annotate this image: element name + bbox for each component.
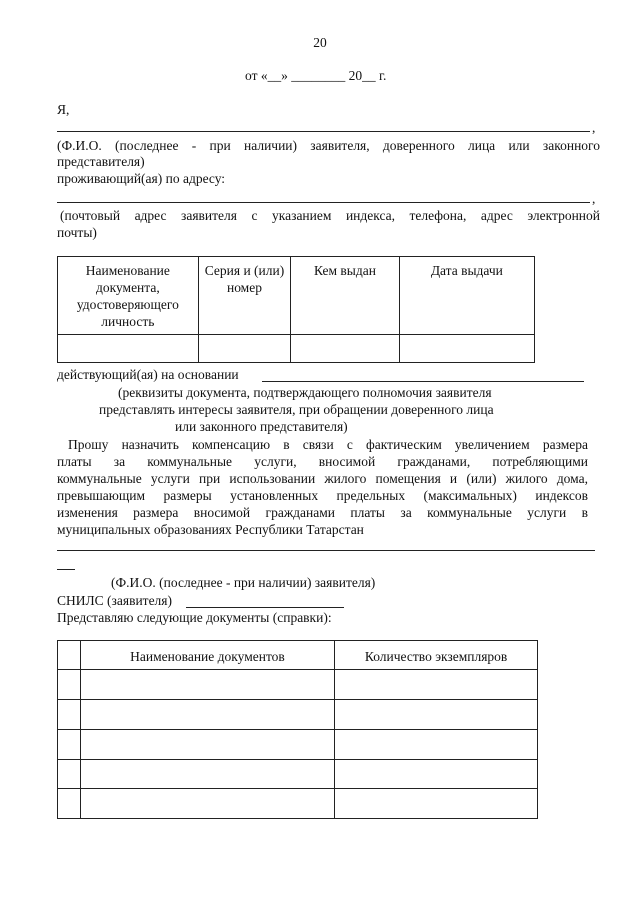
table-row bbox=[58, 789, 538, 819]
table-cell[interactable] bbox=[80, 700, 334, 730]
column-header: Наименование документа, удостоверяющего личность bbox=[58, 257, 199, 335]
request-text-line: превышающим размеры установленных предельных (максимальных) индексов bbox=[57, 488, 588, 503]
column-header: Количество экземпляров bbox=[335, 641, 538, 670]
basis-field[interactable] bbox=[262, 381, 584, 382]
address-caption: (почтовый адрес заявителя с указанием индекса, телефона, адрес электронной bbox=[60, 208, 600, 223]
documents-label: Представляю следующие документы (справки): bbox=[57, 610, 332, 625]
request-text-line: платы за коммунальные услуги, вносимой гражданами, потребляющими bbox=[57, 454, 588, 469]
column-header: Серия и (или) номер bbox=[198, 257, 291, 335]
snils-label: СНИЛС (заявителя) bbox=[57, 593, 173, 608]
address-field[interactable] bbox=[57, 202, 590, 203]
fio-field[interactable] bbox=[57, 131, 590, 132]
table-cell[interactable] bbox=[80, 760, 334, 789]
page-number: 20 bbox=[313, 35, 327, 50]
number-cell bbox=[58, 760, 81, 789]
address-caption-2: почты) bbox=[57, 225, 97, 240]
table-cell[interactable] bbox=[291, 335, 399, 363]
table-header-row bbox=[58, 257, 535, 335]
column-header: Кем выдан bbox=[291, 257, 399, 335]
number-cell bbox=[58, 789, 81, 819]
request-text-line: изменения размера вносимой гражданами платы за коммунальные услуги в bbox=[57, 505, 588, 520]
basis-caption-2: представлять интересы заявителя, при обращении доверенного лица bbox=[99, 402, 494, 417]
request-text-line: Прошу назначить компенсацию в связи с фактическим увеличением размера bbox=[68, 437, 588, 452]
applicant-caption: (Ф.И.О. (последнее - при наличии) заявителя) bbox=[111, 575, 376, 590]
snils-field[interactable] bbox=[186, 607, 344, 608]
column-header: Дата выдачи bbox=[399, 257, 534, 335]
table-row bbox=[58, 760, 538, 789]
number-cell bbox=[58, 670, 81, 700]
documents-table bbox=[57, 640, 538, 819]
table-row bbox=[58, 670, 538, 700]
number-cell bbox=[58, 641, 81, 670]
table-cell[interactable] bbox=[335, 789, 538, 819]
fio-caption-2: представителя) bbox=[57, 154, 145, 169]
basis-caption-3: или законного представителя) bbox=[175, 419, 348, 434]
table-row bbox=[58, 335, 535, 363]
intro-text: Я, bbox=[57, 102, 70, 117]
fio-caption: (Ф.И.О. (последнее - при наличии) заявителя, доверенного лица или законного bbox=[57, 138, 600, 153]
table-cell[interactable] bbox=[58, 335, 199, 363]
number-cell bbox=[58, 730, 81, 760]
applicant-fio-field[interactable] bbox=[57, 550, 595, 551]
comma: , bbox=[592, 191, 596, 206]
table-row bbox=[58, 700, 538, 730]
table-header-row bbox=[58, 641, 538, 670]
number-cell bbox=[58, 700, 81, 730]
table-cell[interactable] bbox=[198, 335, 291, 363]
comma: , bbox=[592, 120, 596, 135]
basis-label: действующий(ая) на основании bbox=[57, 367, 239, 382]
basis-caption: (реквизиты документа, подтверждающего полномочия заявителя bbox=[118, 385, 492, 400]
identity-table bbox=[57, 256, 535, 363]
request-text-line: муниципальных образованиях Республики Татарстан bbox=[57, 522, 364, 537]
address-label: проживающий(ая) по адресу: bbox=[57, 171, 226, 186]
table-cell[interactable] bbox=[335, 760, 538, 789]
column-header: Наименование документов bbox=[80, 641, 334, 670]
table-cell[interactable] bbox=[80, 730, 334, 760]
table-cell[interactable] bbox=[80, 789, 334, 819]
table-row bbox=[58, 730, 538, 760]
table-cell[interactable] bbox=[80, 670, 334, 700]
table-cell[interactable] bbox=[335, 670, 538, 700]
table-cell[interactable] bbox=[335, 730, 538, 760]
table-cell[interactable] bbox=[399, 335, 534, 363]
applicant-fio-field-tail[interactable] bbox=[57, 569, 75, 570]
table-cell[interactable] bbox=[335, 700, 538, 730]
request-text-line: коммунальные услуги при использовании жилого помещения и (или) жилого дома, bbox=[57, 471, 588, 486]
date-line: от «__» ________ 20__ г. bbox=[245, 68, 387, 83]
